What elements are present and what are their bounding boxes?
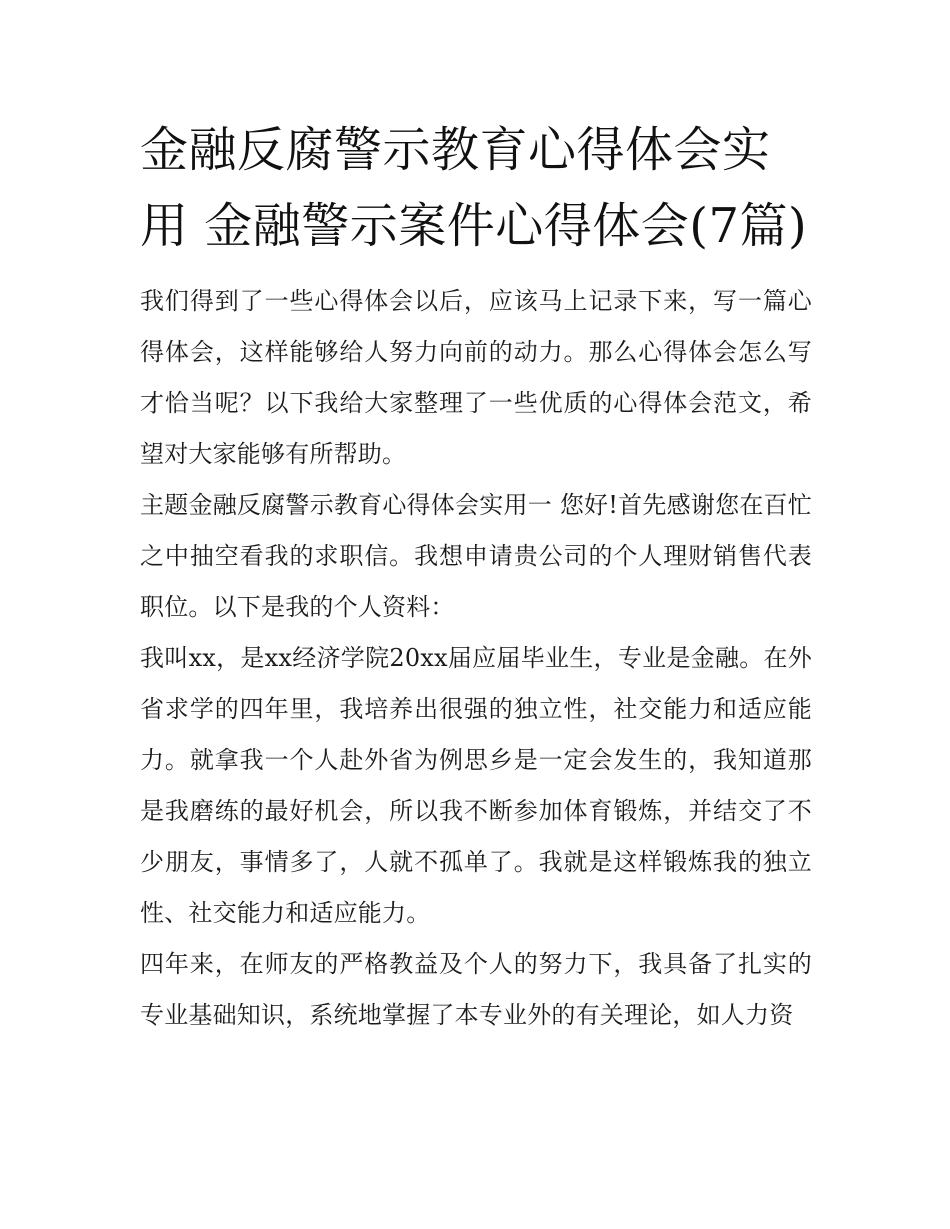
paragraph-topic-one: 主题金融反腐警示教育心得体会实用一 您好!首先感谢您在百忙之中抽空看我的求职信。我想申请贵公司的个人理财销售代表职位。以下是我的个人资料： xyxy=(140,491,812,621)
paragraph-self-introduction: 我叫xx，是xx经济学院20xx届应届毕业生，专业是金融。在外省求学的四年里，我培养出很强的独立性，社交能力和适应能力。就拿我一个人赴外省为例思乡是一定会发生的，我知道那是我磨练的最好机会，所以我不断参加体育锻炼，并结交了不少朋友，事情多了，人就不孤单了。我就是这样锻炼我的独立性、社交能力和适应能力。 xyxy=(140,644,812,927)
document-title: 金融反腐警示教育心得体会实用 金融警示案件心得体会(7篇) xyxy=(140,122,808,254)
document-page xyxy=(140,112,812,1041)
paragraph-intro: 我们得到了一些心得体会以后，应该马上记录下来，写一篇心得体会，这样能够给人努力向前的动力。那么心得体会怎么写才恰当呢？以下我给大家整理了一些优质的心得体会范文，希望对大家能够有所帮助。 xyxy=(140,287,812,468)
paragraph-education: 四年来，在师友的严格教益及个人的努力下，我具备了扎实的专业基础知识，系统地掌握了本专业外的有关理论，如人力资 xyxy=(140,950,812,1029)
